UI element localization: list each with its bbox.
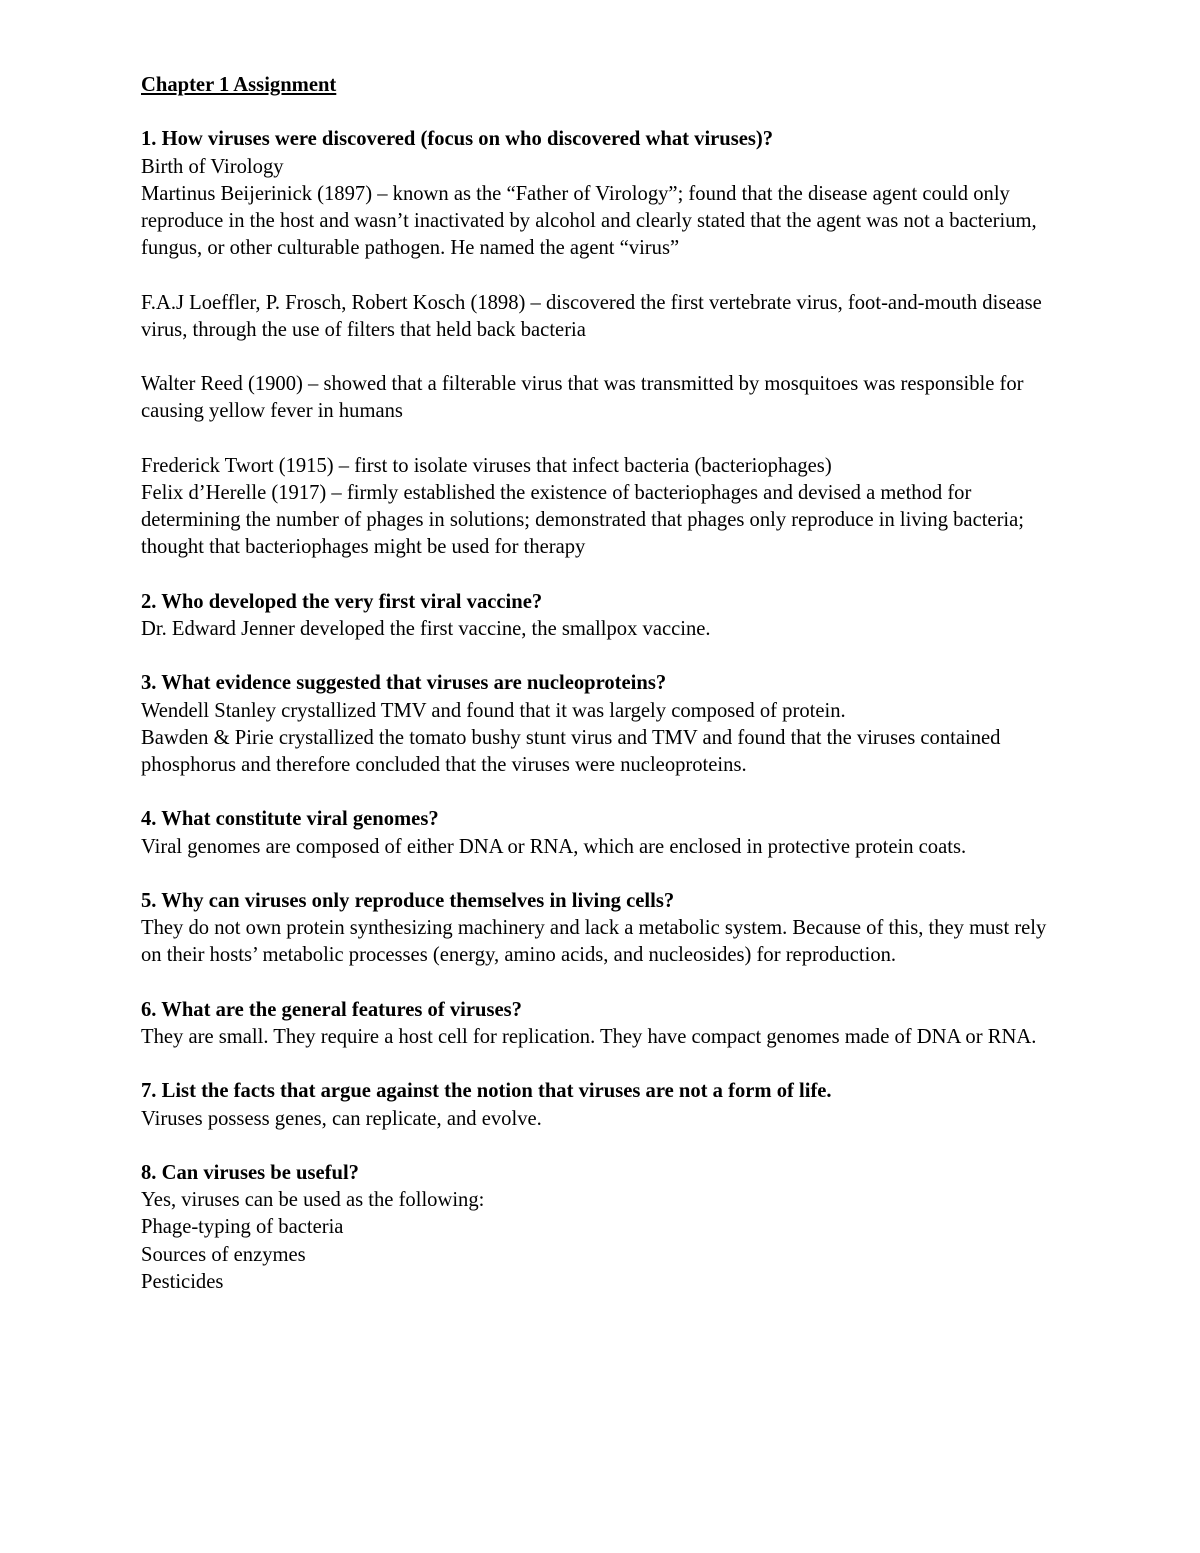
blank-line: [141, 643, 1071, 670]
answer-text: They do not own protein synthesizing machinery and lack a metabolic system. Because of this, they must rely on their hosts’ metabolic processes (energy, amino acids, and nucleosides) for reproduction.: [141, 917, 1047, 967]
question-heading: 8. Can viruses be useful?: [141, 1161, 359, 1184]
blank-line: [141, 861, 1071, 888]
question-heading: 2. Who developed the very first viral vaccine?: [141, 590, 543, 613]
question-section: [141, 997, 1071, 1051]
question-section: [141, 670, 1071, 779]
blank-line: [141, 970, 1071, 997]
question-section: [141, 589, 1071, 643]
question-section: [141, 1078, 1071, 1132]
question-heading: 3. What evidence suggested that viruses are nucleoproteins?: [141, 672, 667, 695]
question-heading: 7. List the facts that argue against the notion that viruses are not a form of life.: [141, 1080, 832, 1103]
question-heading: 6. What are the general features of viruses?: [141, 998, 522, 1021]
document-body: [141, 72, 1071, 1296]
answer-text: Felix d’Herelle (1917) – firmly established the existence of bacteriophages and devised a method for determining the number of phages in solutions; demonstrated that phages only reproduce in living bacteria; thought that bacteriophages might be used for therapy: [141, 481, 1025, 559]
blank-line: [141, 344, 1071, 371]
question-heading: 5. Why can viruses only reproduce themselves in living cells?: [141, 889, 675, 912]
blank-line: [141, 779, 1071, 806]
answer-text: Birth of Virology: [141, 155, 284, 178]
answer-text: Frederick Twort (1915) – first to isolate viruses that infect bacteria (bacteriophages): [141, 454, 832, 477]
question-section: [141, 806, 1071, 860]
question-heading: 4. What constitute viral genomes?: [141, 808, 439, 831]
answer-text: Sources of enzymes: [141, 1243, 306, 1266]
document-title: Chapter 1 Assignment: [141, 74, 337, 96]
answer-text: Yes, viruses can be used as the following:: [141, 1189, 485, 1212]
blank-line: [141, 262, 1071, 289]
blank-line: [141, 562, 1071, 589]
answer-text: Pesticides: [141, 1270, 224, 1293]
blank-line: [141, 426, 1071, 453]
question-section: [141, 1160, 1071, 1296]
blank-line: [141, 1133, 1071, 1160]
question-section: [141, 126, 1071, 561]
question-list: [141, 126, 1071, 1296]
question-heading: 1. How viruses were discovered (focus on who discovered what viruses)?: [141, 128, 774, 151]
answer-text: Viral genomes are composed of either DNA or RNA, which are enclosed in protective protein coats.: [141, 835, 967, 858]
answer-text: Dr. Edward Jenner developed the first vaccine, the smallpox vaccine.: [141, 617, 711, 640]
question-section: [141, 888, 1071, 970]
answer-text: Phage-typing of bacteria: [141, 1216, 344, 1239]
answer-text: They are small. They require a host cell for replication. They have compact genomes made of DNA or RNA.: [141, 1025, 1037, 1048]
blank-line: [141, 1051, 1071, 1078]
blank-line: [141, 99, 1071, 126]
answer-text: Wendell Stanley crystallized TMV and found that it was largely composed of protein.: [141, 699, 846, 722]
answer-text: Walter Reed (1900) – showed that a filterable virus that was transmitted by mosquitoes was responsible for causing yellow fever in humans: [141, 373, 1024, 423]
answer-text: Viruses possess genes, can replicate, and evolve.: [141, 1107, 542, 1130]
answer-text: F.A.J Loeffler, P. Frosch, Robert Kosch (1898) – discovered the first vertebrate virus, foot-and-mouth disease virus, through the use of filters that held back bacteria: [141, 291, 1042, 341]
answer-text: Bawden & Pirie crystallized the tomato bushy stunt virus and TMV and found that the viruses contained phosphorus and therefore concluded that the viruses were nucleoproteins.: [141, 726, 1001, 776]
answer-text: Martinus Beijerinick (1897) – known as the “Father of Virology”; found that the disease agent could only reproduce in the host and wasn’t inactivated by alcohol and clearly stated that the agent was not a bacterium, fungus, or other culturable pathogen. He named the agent “virus”: [141, 182, 1037, 260]
